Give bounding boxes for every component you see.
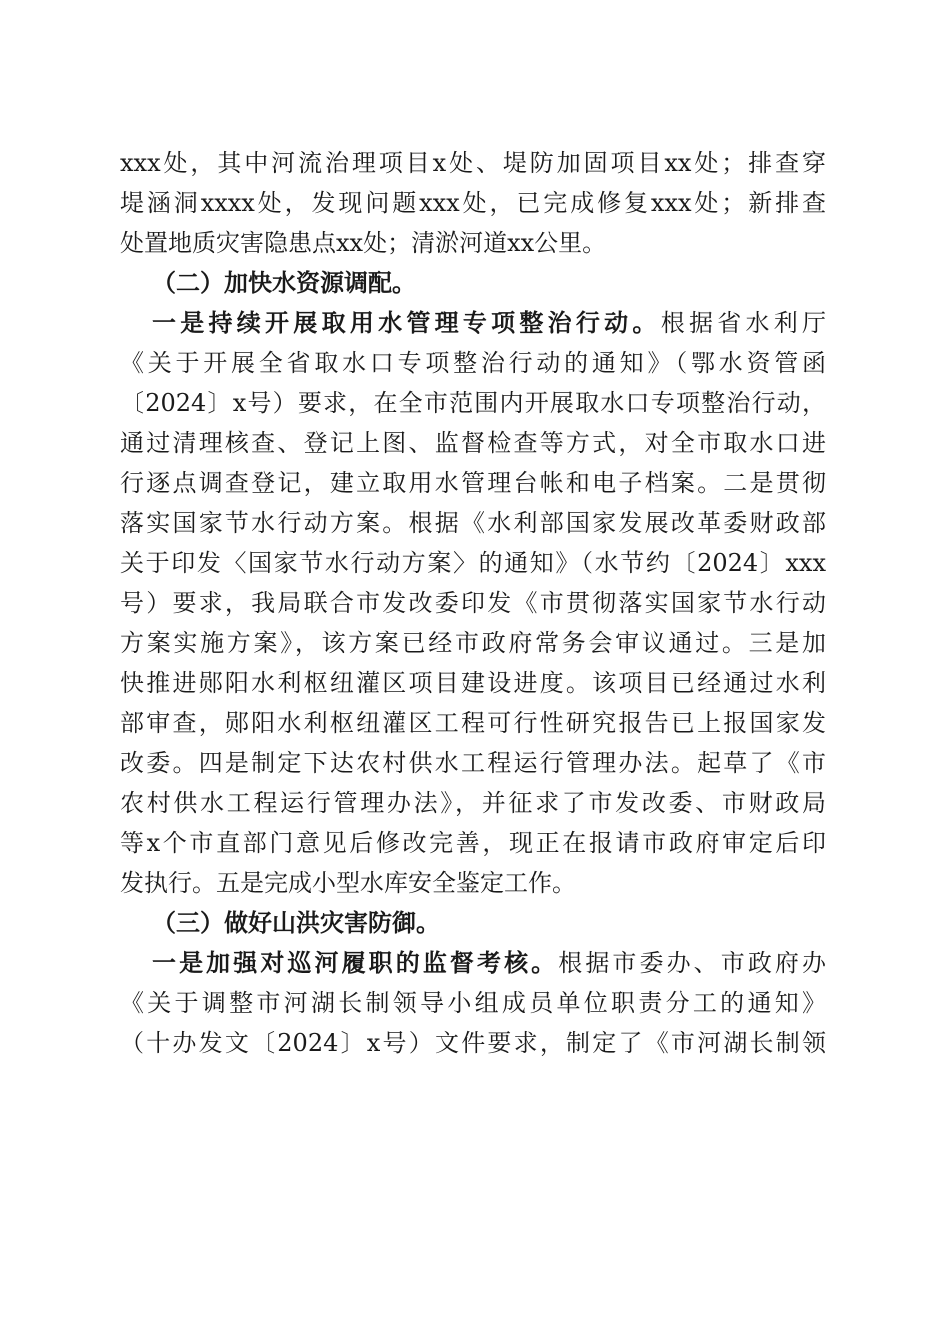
text-line (120, 706, 826, 746)
text-span: 发执行。五是完成小型水库安全鉴定工作。 (120, 869, 576, 897)
text-span: 行逐点调查登记，建立取用水管理台帐和电子档案。二是贯彻 (120, 469, 826, 497)
text-line (120, 226, 826, 266)
text-span: 《关于开展全省取水口专项整治行动的通知》（鄂水资管函 (120, 349, 826, 377)
text-span: 通过清理核查、登记上图、监督检查等方式，对全市取水口进 (120, 429, 826, 457)
text-line (120, 866, 826, 906)
text-line (120, 186, 826, 226)
text-span: 根据省水利厅 (660, 309, 827, 337)
text-line (120, 1026, 826, 1066)
text-span: 落实国家节水行动方案。根据《水利部国家发展改革委财政部 (120, 509, 826, 537)
text-line (120, 466, 826, 506)
text-line (120, 506, 826, 546)
text-span: 堤涵洞xxxx处，发现问题xxx处，已完成修复xxx处；新排查 (120, 189, 826, 217)
text-span: 农村供水工程运行管理办法》，并征求了市发改委、市财政局 (120, 789, 826, 817)
text-line (120, 146, 826, 186)
text-span: 部审查，郧阳水利枢纽灌区工程可行性研究报告已上报国家发 (120, 709, 826, 737)
bold-text: （三）做好山洪灾害防御。 (152, 908, 440, 937)
text-span: 〔2024〕x号）要求，在全市范围内开展取水口专项整治行动， (120, 389, 826, 417)
text-span: （十办发文〔2024〕x号）文件要求，制定了《市河湖长制领 (120, 1029, 826, 1057)
text-line (120, 306, 826, 346)
text-span: 改委。四是制定下达农村供水工程运行管理办法。起草了《市 (120, 749, 826, 777)
text-span: xxx处，其中河流治理项目x处、堤防加固项目xx处；排查穿 (120, 149, 826, 177)
text-line (120, 826, 826, 866)
bold-text: 一是加强对巡河履职的监督考核。 (152, 948, 559, 977)
text-line (120, 546, 826, 586)
document-body (120, 146, 826, 1066)
bold-text: 一是持续开展取用水管理专项整治行动。 (152, 308, 661, 337)
text-line (120, 786, 826, 826)
text-span: 《关于调整市河湖长制领导小组成员单位职责分工的通知》 (120, 989, 826, 1017)
text-line (120, 346, 826, 386)
text-line (120, 946, 826, 986)
text-span: 等x个市直部门意见后修改完善，现正在报请市政府审定后印 (120, 829, 826, 857)
text-line (120, 266, 826, 306)
text-line (120, 746, 826, 786)
text-span: 号）要求，我局联合市发改委印发《市贯彻落实国家节水行动 (120, 589, 826, 617)
text-span: 快推进郧阳水利枢纽灌区项目建设进度。该项目已经通过水利 (120, 669, 826, 697)
text-line (120, 426, 826, 466)
text-span: 方案实施方案》，该方案已经市政府常务会审议通过。三是加 (120, 629, 826, 657)
text-span: 根据市委办、市政府办 (558, 949, 826, 977)
text-span: 处置地质灾害隐患点xx处；清淤河道xx公里。 (120, 229, 607, 257)
bold-text: （二）加快水资源调配。 (152, 268, 416, 297)
text-line (120, 386, 826, 426)
text-line (120, 986, 826, 1026)
text-line (120, 626, 826, 666)
text-span: 关于印发〈国家节水行动方案〉的通知》（水节约〔2024〕xxx (120, 549, 826, 577)
text-line (120, 666, 826, 706)
text-line (120, 906, 826, 946)
text-line (120, 586, 826, 626)
